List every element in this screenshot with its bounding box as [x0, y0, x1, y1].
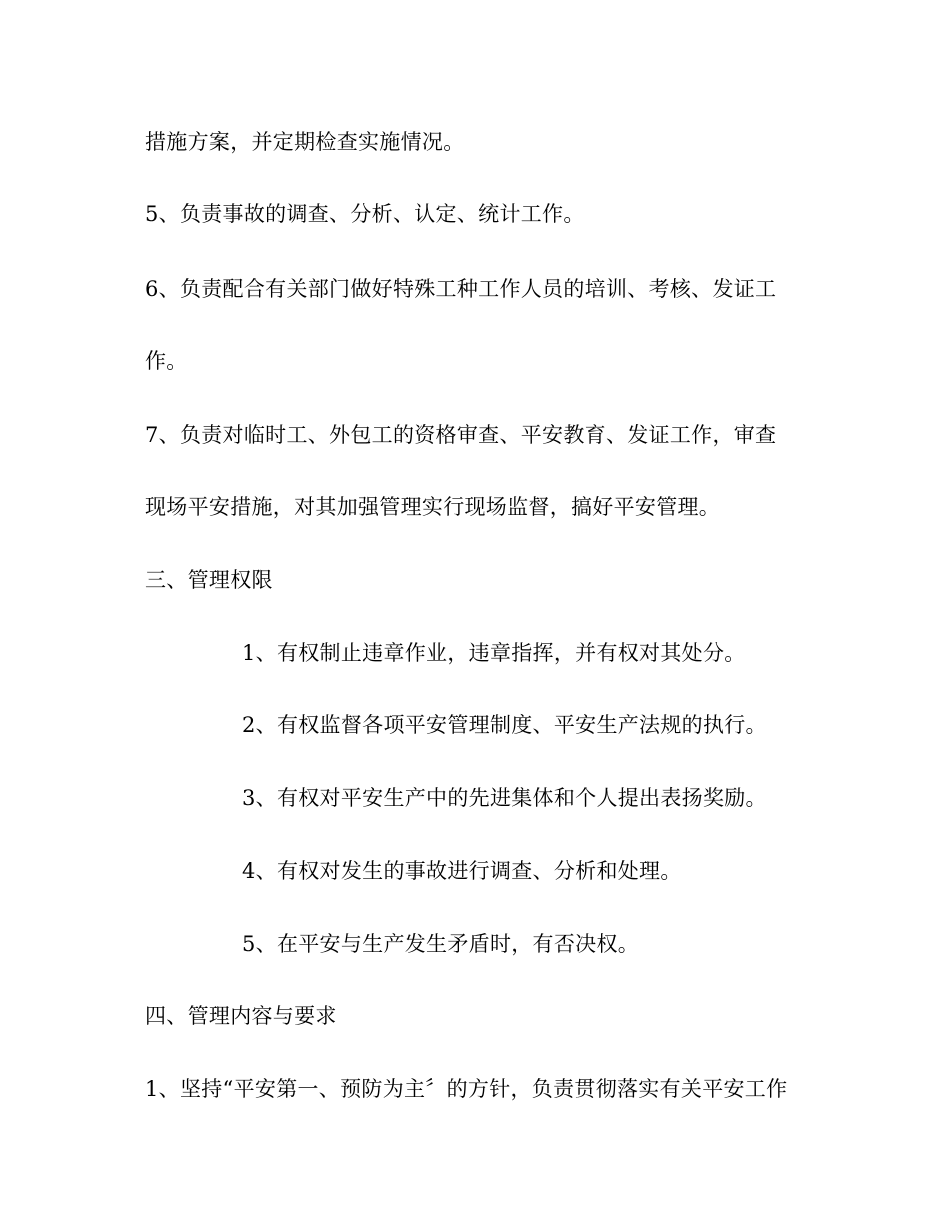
paragraph-line: 现场平安措施，对其加强管理实行现场监督，搞好平安管理。 [145, 495, 721, 519]
paragraph-line: 作。 [145, 349, 188, 373]
list-item: 5、在平安与生产发生矛盾时，有否决权。 [242, 932, 640, 956]
paragraph-line: 7、负责对临时工、外包工的资格审查、平安教育、发证工作，审查 [145, 423, 777, 447]
paragraph-line: 1、坚持“平安第一、预防为主〞的方针，负责贯彻落实有关平安工作 [145, 1077, 788, 1101]
list-item: 4、有权对发生的事故进行调查、分析和处理。 [242, 859, 682, 883]
paragraph-line: 5、负责事故的调查、分析、认定、统计工作。 [145, 202, 585, 226]
list-item: 3、有权对平安生产中的先进集体和个人提出表扬奖励。 [242, 786, 767, 810]
paragraph-line: 6、负责配合有关部门做好特殊工种工作人员的培训、考核、发证工 [145, 277, 777, 301]
section-heading: 四、管理内容与要求 [145, 1004, 337, 1028]
list-item: 1、有权制止违章作业，违章指挥，并有权对其处分。 [242, 641, 746, 665]
list-item: 2、有权监督各项平安管理制度、平安生产法规的执行。 [242, 713, 767, 737]
section-heading: 三、管理权限 [145, 568, 273, 592]
paragraph-line: 措施方案，并定期检查实施情况。 [145, 130, 465, 154]
